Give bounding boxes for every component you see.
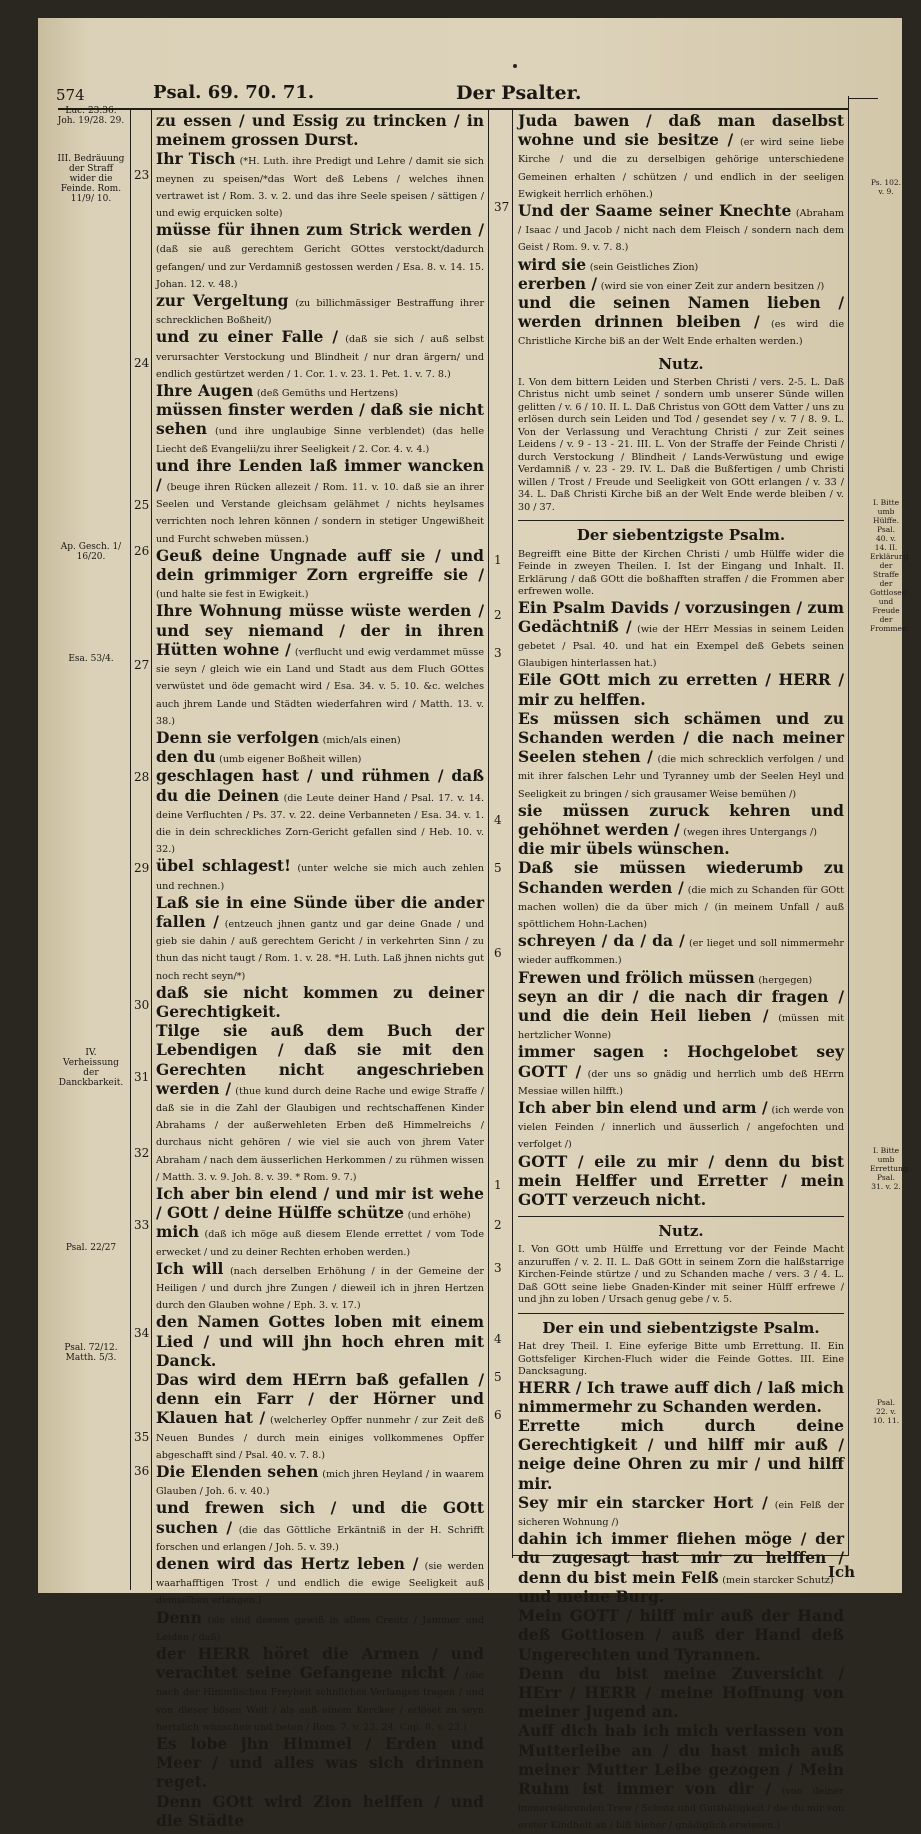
- verse-emphasis: Juda bawen / daß man daselbst wohne und sie besitze /: [518, 111, 844, 150]
- verse-number: 27: [134, 658, 150, 672]
- verse-gloss: (von deiner immerwährenden Trew / Schutz und Gutthätigkeit / die du mir von erster Kindheit an / biß hieher / gnädiglich erwiesen.): [518, 1785, 844, 1832]
- left-text-column: [156, 111, 485, 1830]
- verse-gloss: (daß sie sich / auß selbst verursachter Verstockung und Blindheit / nur dran ärgern/ und endlich gestürtzet werden / 1. Cor. 1. v. 23. 1. Pet. 1. v. 7. 8.): [156, 334, 484, 380]
- verse-emphasis: daß sie nicht kommen zu deiner Gerechtigkeit.: [156, 982, 484, 1021]
- center-rule-left: [488, 108, 489, 1590]
- psalm70-verse: [518, 969, 844, 988]
- verse-text: [156, 150, 484, 221]
- verse-number: 24: [134, 356, 150, 370]
- verse-number: 3: [494, 1261, 502, 1275]
- verse-emphasis: Ihre Augen: [156, 381, 254, 401]
- verse-gloss: (zu billichmässiger Bestraffung ihrer schrecklichen Boßheit/): [156, 298, 485, 327]
- verse-emphasis: und frewen sich / und die GOtt suchen /: [156, 1498, 484, 1537]
- psalm70-verse: [518, 859, 844, 932]
- verse-emphasis: Ich aber bin elend / und mir ist wehe / GOtt / deine Hülffe schütze: [156, 1183, 484, 1223]
- verse-text: [156, 1645, 484, 1735]
- verse-gloss: (er wird seine liebe Kirche / und die zu derselbigen gehörige unterschiedene Gemeinen erhalten / schützen / und endlich in der seeligen Ewigkeit herrlich erhöhen.): [518, 137, 844, 200]
- section-rule-3: [518, 1313, 844, 1314]
- verse-emphasis: Denn GOtt wird Zion helffen / und die Städte: [156, 1791, 484, 1830]
- verse-emphasis: Denn: [156, 1607, 202, 1627]
- verse-gloss: (wird sie von einer Zeit zur andern besitzen /): [600, 280, 825, 292]
- verse-emphasis: der HERR höret die Armen / und verachtet seine Gefangene nicht /: [156, 1644, 484, 1683]
- verse-text: [518, 112, 844, 202]
- verse-gloss: (mein starcker Schutz): [722, 1574, 834, 1586]
- verse-gloss: (müssen mit hertzlicher Wonne): [518, 1013, 845, 1042]
- verse-number: 29: [134, 861, 150, 875]
- verse-emphasis: Errette mich durch deine Gerechtigkeit / und hilff mir auß / neige deine Ohren zu mir / und hilff mir.: [518, 1416, 844, 1493]
- verse-text: [156, 1022, 484, 1185]
- verse-text: [156, 1185, 484, 1223]
- psalm70-verse: [518, 802, 844, 840]
- verse-number: 6: [494, 1408, 502, 1422]
- verse-emphasis: Ich aber bin elend und arm /: [518, 1098, 768, 1118]
- verse-emphasis: Geuß deine Ungnade auff sie / und dein grimmiger Zorn ergreiffe sie /: [156, 545, 484, 585]
- psalm71-verse: [518, 1417, 844, 1494]
- verse-emphasis: denen wird das Hertz leben /: [156, 1554, 419, 1574]
- verse-emphasis: und ihre Lenden laß immer wancken /: [156, 455, 484, 495]
- verse-gloss: (die das Göttliche Erkäntniß in der H. Schrifft forschen und erlangen / Joh. 5. v. 39.): [156, 1524, 485, 1553]
- ink-speck: [513, 64, 517, 68]
- center-rule-right: [512, 108, 513, 1558]
- nutz-section-1: [518, 356, 844, 515]
- page-header: [38, 80, 902, 110]
- verse-number: 23: [134, 168, 150, 182]
- psalm70-verse: [518, 1099, 844, 1153]
- verse-emphasis: Ihr Tisch: [156, 149, 236, 169]
- verse-number: 2: [494, 608, 502, 622]
- verse-gloss: (die Leute deiner Hand / Psal. 17. v. 14. deine Verfluchten / Ps. 37. v. 22. deine Verbanneten / Esa. 34. v. 1. die in dein schreckliches Zorn-Gericht gefallen sind / Heb. 10. v. 32.): [156, 792, 485, 856]
- margin-note: Psal. 22. v. 10. 11.: [872, 1398, 900, 1425]
- verse-number: 34: [134, 1326, 150, 1340]
- verse-emphasis: wird sie: [518, 254, 587, 274]
- verse-gloss: (umb eigener Boßheit willen): [219, 754, 362, 766]
- verse-text: [518, 256, 844, 275]
- verse-gloss: (daß ich möge auß diesem Elende errettet / vom Tode erwecket / und zu deiner Rechten erhoben werden.): [156, 1229, 484, 1258]
- verse-gloss: (er lieget und soll nimmermehr wieder auffkommen.): [518, 938, 845, 967]
- verse-gloss: (unter welche sie mich auch zehlen und rechnen.): [156, 863, 485, 892]
- verse-text: [156, 1735, 484, 1793]
- verse-text: [156, 1499, 484, 1555]
- psalm71-verse: [518, 1722, 844, 1833]
- header-rule: [58, 108, 848, 110]
- verse-emphasis: Daß sie müssen wiederumb zu Schanden werden /: [518, 858, 844, 897]
- verse-text: [156, 328, 484, 382]
- verse-gloss: (mich/als einen): [322, 734, 401, 746]
- margin-note: Ap. Gesch. 1/ 16/20.: [60, 542, 122, 562]
- book-page: [38, 18, 910, 1832]
- psalm71-verse: [518, 1588, 844, 1607]
- verse-emphasis: und zu einer Falle /: [156, 327, 339, 347]
- verse-gloss: (es wird die Christliche Kirche biß an der Welt Ende erhalten werden.): [518, 319, 845, 348]
- verse-gloss: (sie werden waarhafftigen Trost / und endlich die ewige Seeligkeit auß demselben erlangen.): [156, 1561, 485, 1607]
- psalm70-verse: [518, 599, 844, 672]
- verse-emphasis: übel schlagest!: [156, 856, 291, 876]
- verse-emphasis: Frewen und frölich müssen: [518, 967, 755, 987]
- verse-emphasis: und die seinen Namen lieben / werden drinnen bleiben /: [518, 293, 844, 332]
- verse-emphasis: Das wird dem HErrn baß gefallen / denn ein Farr / der Hörner und Klauen hat /: [156, 1370, 484, 1428]
- margin-note: Luc. 23.36. Joh. 19/28. 29.: [57, 106, 125, 126]
- verse-emphasis: Denn sie verfolgen: [156, 727, 320, 747]
- verse-emphasis: schreyen / da / da /: [518, 931, 685, 951]
- verse-number: 1: [494, 1178, 502, 1192]
- page-number: 574: [56, 86, 85, 104]
- header-rule-right: [848, 98, 878, 99]
- psalm70-verse: [518, 671, 844, 709]
- verse-text: [156, 894, 484, 984]
- verse-gloss: (die mich zu Schanden für GOtt machen wollen) die da über mich / (in meinem Unfall / auß spöttlichem Hohn-Lachen): [518, 884, 844, 930]
- verse-number: 37: [494, 200, 510, 214]
- verse-number: 5: [494, 861, 502, 875]
- verse-emphasis: und meine Burg.: [518, 1586, 665, 1606]
- verse-text: [156, 382, 484, 401]
- section-rule-1: [518, 520, 844, 521]
- verse-text: [156, 1260, 484, 1314]
- verse-gloss: (ich werde von vielen Feinden / innerlich und äusserlich / angefochten und verfolget /): [518, 1105, 844, 1151]
- verse-emphasis: Eile GOtt mich zu erretten / HERR / mir zu helffen.: [518, 670, 844, 709]
- nutz-section-2: [518, 1223, 844, 1307]
- right-text-column: [518, 111, 845, 1832]
- verse-gloss: (verflucht und ewig verdammet müsse sie seyn / gleich wie ein Land und Stadt aus dem Fluch GOttes verwüstet und öde gemacht wird / Esa. 34. v. 5. 10. &c. welches auch jhrem Lande und Städten wiederfahren wird / Matth. 13. v. 38.): [156, 646, 485, 727]
- verse-number: 30: [134, 998, 150, 1012]
- verse-number: 2: [494, 1218, 502, 1232]
- psalm71-summary: Hat drey Theil. I. Eine eyferige Bitte umb Errettung. II. Ein Gottsfeliger Kirchen-Fluch wider die Feinde Gottes. III. Eine Dancksagung.: [518, 1341, 844, 1378]
- psalm70-summary: Begreifft eine Bitte der Kirchen Christi / umb Hülffe wider die Feinde in zweyen Theilen. I. Ist der Eingang und Inhalt. II. Erklärung / daß GOtt die boßhafften straffen / die Frommen aber erfrewen wolle.: [518, 548, 844, 598]
- verse-text: [156, 1371, 484, 1463]
- verse-text: [156, 857, 484, 893]
- verse-gloss: (Abraham / Isaac / und Jacob / nicht nach dem Fleisch / sondern nach dem Geist / Rom. 9. v. 7. 8.): [518, 208, 844, 254]
- verse-gloss: (daß sie auß gerechtem Gericht GOttes verstockt/dadurch gefangen/ und zur Verdamniß gestossen werden / Esa. 8. v. 14. 15. Johan. 12. v. 48.): [156, 244, 484, 290]
- verse-gloss: (deß Gemüths und Hertzens): [256, 388, 399, 400]
- verse-emphasis: sie müssen zuruck kehren und gehöhnet werden /: [518, 800, 844, 839]
- verse-gloss: (die mich schrecklich verfolgen / und mit ihrer falschen Lehr und Tyranney umb der Seelen Heyl und Seeligkeit zu bringen / sich grausamer Weise bemühen /): [518, 754, 844, 800]
- verse-text: [518, 294, 844, 350]
- verse-emphasis: Die Elenden sehen: [156, 1462, 319, 1482]
- verse-text: [156, 1793, 484, 1831]
- verse-emphasis: seyn an dir / die nach dir fragen / und die dein Heil lieben /: [518, 986, 844, 1026]
- running-head-left: Psal. 69. 70. 71.: [153, 82, 315, 103]
- verse-text: [156, 984, 484, 1022]
- verse-emphasis: ererben /: [518, 273, 598, 293]
- verse-number: 4: [494, 1332, 502, 1346]
- verse-text: [518, 275, 844, 294]
- psalm70-verse: [518, 1153, 844, 1211]
- psalm71-title: Der ein und siebentzigste Psalm.: [542, 1318, 820, 1337]
- verse-emphasis: Und der Saame seiner Knechte: [518, 201, 792, 221]
- psalm71-verse: [518, 1665, 844, 1723]
- verse-gloss: (wie der HErr Messias in seinem Leiden gebetet / Psal. 40. und hat ein Exempel deß Gebets seinen Glaubigen hinterlassen hat.): [518, 623, 845, 670]
- psalm71-verse: [518, 1494, 844, 1530]
- psalm70-verse: [518, 1043, 844, 1099]
- verse-text: [156, 1463, 484, 1499]
- verse-emphasis: Auff dich hab ich mich verlassen von Mutterleibe an / du hast mich auß meiner Mutter Leibe gezogen / Mein Ruhm ist immer von dir /: [518, 1721, 844, 1798]
- verse-gloss: (entzeuch jhnen gantz und gar deine Gnade / und gieb sie dahin / auß gerechtem Gericht / in verkehrten Sinn / zu thun das nicht taugt / Rom. 1. v. 28. *H. Luth. Laß jhnen nichts gut noch recht seyn/*): [156, 918, 484, 982]
- psalm70-verses: [518, 599, 844, 1211]
- verse-number: 5: [494, 1370, 502, 1384]
- verse-emphasis: den du: [156, 747, 216, 767]
- verse-emphasis: Ihre Wohnung müsse wüste werden / und sey niemand / der in ihren Hütten wohne /: [156, 601, 484, 659]
- verse-gloss: (thue kund durch deine Rache und ewige Straffe / daß sie in die Zahl der Glaubigen und rechtschaffenen Kinder Abrahams / der außerwehleten Erben deß Himmelreichs / durchaus nicht gehören / wie viel sie auch von jhrem Vater Abraham / nach dem äusserlichen Herkommen / zu rühmen wissen / Matth. 3. v. 9. Joh. 8. v. 39. * Rom. 9. 7.): [156, 1085, 484, 1183]
- verse-emphasis: geschlagen hast / und rühmen / daß du die Deinen: [156, 766, 484, 805]
- verse-emphasis: zu essen / und Essig zu trincken / in meinem grossen Durst.: [156, 111, 484, 150]
- verse-emphasis: zur Vergeltung: [156, 291, 289, 311]
- psalm70-title: Der siebentzigste Psalm.: [576, 526, 786, 545]
- verse-emphasis: müsse für ihnen zum Strick werden /: [156, 220, 484, 240]
- catchword: Ich: [828, 1563, 856, 1581]
- verse-gloss: (wegen ihres Untergangs /): [683, 826, 817, 838]
- verse-emphasis: Denn du bist meine Zuversicht / HErr / HERR / meine Hoffnung von meiner Jugend an.: [518, 1663, 844, 1722]
- verse-emphasis: die mir übels wünschen.: [518, 839, 730, 859]
- margin-note: I. Bitte umb Errettung. Psal. 31. v. 2.: [870, 1146, 910, 1191]
- psalm71-verses: [518, 1379, 844, 1834]
- psalm70-verse: [518, 710, 844, 802]
- verse-emphasis: dahin ich immer fliehen möge / der du zugesagt hast mir zu helffen / denn du bist mein Felß: [518, 1529, 844, 1587]
- verse-number: 4: [494, 813, 502, 827]
- verse-gloss: (nach derselben Erhöhung / in der Gemeine der Heiligen / und durch jhre Zungen / dieweil ich in jhren Hertzen durch den Glauben wohne / Eph. 3. v. 17.): [156, 1265, 484, 1312]
- running-head-right: Der Psalter.: [456, 82, 582, 104]
- verse-number: 36: [134, 1464, 150, 1478]
- verse-text: [156, 1313, 484, 1371]
- verse-emphasis: Ich will: [156, 1258, 224, 1278]
- verse-text: [156, 1223, 484, 1259]
- psalm70-section: [518, 527, 844, 1210]
- verse-emphasis: HERR / Ich trawe auff dich / laß mich nimmermehr zu Schanden werden.: [518, 1377, 844, 1416]
- verse-text: [156, 729, 484, 748]
- nutz-text-2: I. Von GOtt umb Hülffe und Errettung vor der Feinde Macht anzuruffen / v. 2. II. L. Daß GOtt in seinem Zorn die halßstarrige Kirchen-Feinde stürtze / und zu Schanden mache / vers. 3 / 4. L. Daß GOtt seine liebe Gnaden-Kinder mit seiner Hülff erfrewe / und jhn zu loben / Ursach genug gebe / v. 5.: [518, 1244, 844, 1306]
- verse-number: 32: [134, 1146, 150, 1160]
- margin-note: Esa. 53/4.: [68, 654, 114, 664]
- margin-note: Psal. 72/12. Matth. 5/3.: [64, 1343, 118, 1363]
- right-margin-rule: [848, 96, 849, 1556]
- verse-gloss: (der uns so gnädig und herrlich umb deß HErrn Messiae willen hilfft.): [518, 1068, 844, 1097]
- margin-note: IV. Verheissung der Danckbarkeit.: [58, 1048, 124, 1088]
- verse-emphasis: Laß sie in eine Sünde über die ander fallen /: [156, 892, 484, 931]
- verse-number: 31: [134, 1070, 150, 1084]
- verse-gloss: (und ihre unglaubige Sinne verblendet) (das helle Liecht deß Evangelii/zu ihrer Seeligkeit / 2. Cor. 4. v. 4.): [156, 426, 484, 455]
- verse-text: [156, 748, 484, 767]
- verse-text: [156, 457, 484, 547]
- margin-note: Ps. 102. v. 9.: [870, 178, 902, 196]
- verse-emphasis: müssen finster werden / daß sie nicht sehen: [156, 400, 484, 439]
- psalm69-conclusion: [518, 112, 844, 350]
- verse-emphasis: immer sagen : Hochgelobet sey GOTT /: [518, 1042, 844, 1081]
- verse-gloss: (sein Geistliches Zion): [589, 261, 699, 273]
- verse-text: [156, 221, 484, 292]
- psalm71-verse: [518, 1607, 844, 1665]
- verse-number: 3: [494, 646, 502, 660]
- verse-emphasis: mich: [156, 1222, 199, 1242]
- nutz-title-2: Nutz.: [658, 1222, 704, 1241]
- verse-gloss: (*H. Luth. ihre Predigt und Lehre / damit sie sich meynen zu speisen/*das Wort deß Lebens / welches ihnen vertrawet ist / Rom. 3. v. 2. und das ihre Seele speisen / sättigen / und ewig erquicken solte): [156, 156, 484, 220]
- verse-text: [156, 401, 484, 457]
- verse-text: [156, 292, 484, 328]
- verse-number: 1: [494, 553, 502, 567]
- verse-number: 6: [494, 946, 502, 960]
- verse-emphasis: GOTT / eile zu mir / denn du bist mein Helffer und Erretter / mein GOTT verzeuch nicht.: [518, 1151, 844, 1210]
- verse-emphasis: den Namen Gottes loben mit einem Lied / und will jhn hoch ehren mit Danck.: [156, 1312, 484, 1370]
- nutz-title-1: Nutz.: [658, 354, 704, 373]
- psalm71-verse: [518, 1379, 844, 1417]
- verse-gloss: (mich jhren Heyland / in waarem Glauben / Joh. 6. v. 40.): [156, 1469, 484, 1498]
- verse-emphasis: Ein Psalm Davids / vorzusingen / zum Gedächtniß /: [518, 597, 844, 636]
- psalm70-verse: [518, 840, 844, 859]
- verse-number: 28: [134, 770, 150, 784]
- nutz-text-1: I. Von dem bittern Leiden und Sterben Christi / vers. 2-5. L. Daß Christus nicht umb seinet / sondern umb unserer Sünde willen gelitten / v. 6 / 10. II. L. Daß Christus von GOtt dem Vatter / uns zu erlösen durch sein Leiden und Tod / gesendet sey / v. 7 / 8. 9. L. Von der Verlassung und Verachtung Christi / zur Zeit seines Leidens / v. 9 - 13 - 21. III. L. Von der Straffe der Feinde Christi / durch Verstockung / Blindheit / Lands-Verwüstung und ewige Verdamniß / v. 23 - 29. IV. L. Daß die Bußfertigen / umb Christi willen / Trost / Freude und Seeligkeit von GOtt erlangen / v. 33 / 34. L. Daß Christi Kirche biß an der Welt Ende werde bleiben / v. 30 / 37.: [518, 376, 844, 513]
- verse-gloss: (ein Felß der sicheren Wohnung /): [518, 1499, 844, 1529]
- verse-text: [518, 202, 844, 256]
- verse-emphasis: Tilge sie auß dem Buch der Lebendigen / daß sie mit den Gerechten nicht angeschrieben werden /: [156, 1021, 484, 1098]
- verse-text: [156, 1555, 484, 1609]
- psalm70-verse: [518, 932, 844, 968]
- margin-note: III. Bedräuung der Straff wider die Feinde. Rom. 11/9/ 10.: [57, 154, 125, 204]
- verse-text: [156, 602, 484, 728]
- verse-text: [156, 767, 484, 857]
- verse-emphasis: Sey mir ein starcker Hort /: [518, 1492, 768, 1512]
- margin-note: I. Bitte umb Hülffe. Psal. 40. v. 14. II. Erklärung der Straffe der Gottlosen und Freude der Frommen.: [870, 498, 910, 633]
- verse-gloss: (und halte sie fest in Ewigkeit.): [156, 589, 309, 601]
- verse-number: 26: [134, 544, 150, 558]
- verse-gutter-rule: [151, 108, 152, 1590]
- psalm70-verse: [518, 988, 844, 1044]
- verse-gloss: (hergegen): [758, 974, 813, 986]
- verse-emphasis: Es müssen sich schämen und zu Schanden werden / die nach meiner Seelen stehen /: [518, 708, 844, 767]
- verse-gloss: (welcherley Opffer nunmehr / zur Zeit deß Neuen Bundes / durch mein einiges vollkommenes Opffer abgeschafft sind / Psal. 40. v. 7. 8.): [156, 1415, 484, 1461]
- verse-text: [156, 547, 484, 603]
- verse-number: 33: [134, 1218, 150, 1232]
- psalm71-section: [518, 1320, 844, 1834]
- verse-gloss: (die nach der Himmlischen Freyheit sehnliches Verlangen tragen / und von dieser bösen Welt / als auß einem Kercker / erlöset zu seyn hertzlich wünschen und beten / Rom. 7. v. 23. 24. Cap. 8. v. 23.): [156, 1670, 484, 1733]
- verse-number: 25: [134, 498, 150, 512]
- margin-note: Psal. 22/27: [65, 1243, 117, 1253]
- psalm71-verse: [518, 1530, 844, 1588]
- verse-emphasis: Es lobe jhn Himmel / Erden und Meer / und alles was sich drinnen reget.: [156, 1734, 484, 1792]
- verse-text: [156, 112, 484, 150]
- verse-emphasis: Mein GOTT / hilff mir auß der Hand deß Gottlosen / auß der Hand deß Ungerechten und Tyrannen.: [518, 1606, 844, 1664]
- section-rule-2: [518, 1216, 844, 1217]
- left-margin-rule: [130, 108, 131, 1590]
- verse-text: [156, 1609, 484, 1645]
- verse-number: 35: [134, 1430, 150, 1444]
- verse-gloss: (beuge ihren Rücken allezeit / Rom. 11. v. 10. daß sie an ihrer Seelen und Verstande gleichsam gelähmet / nichts heylsames verrichten noch lehren können / sondern in stetiger Ungewißheit und Furcht schweben müssen.): [156, 482, 484, 545]
- verse-gloss: (sie sind dessen gewiß in allem Creutz / Jammer und Leiden / daß): [156, 1614, 484, 1643]
- verse-gloss: (und erhöhe): [407, 1210, 471, 1222]
